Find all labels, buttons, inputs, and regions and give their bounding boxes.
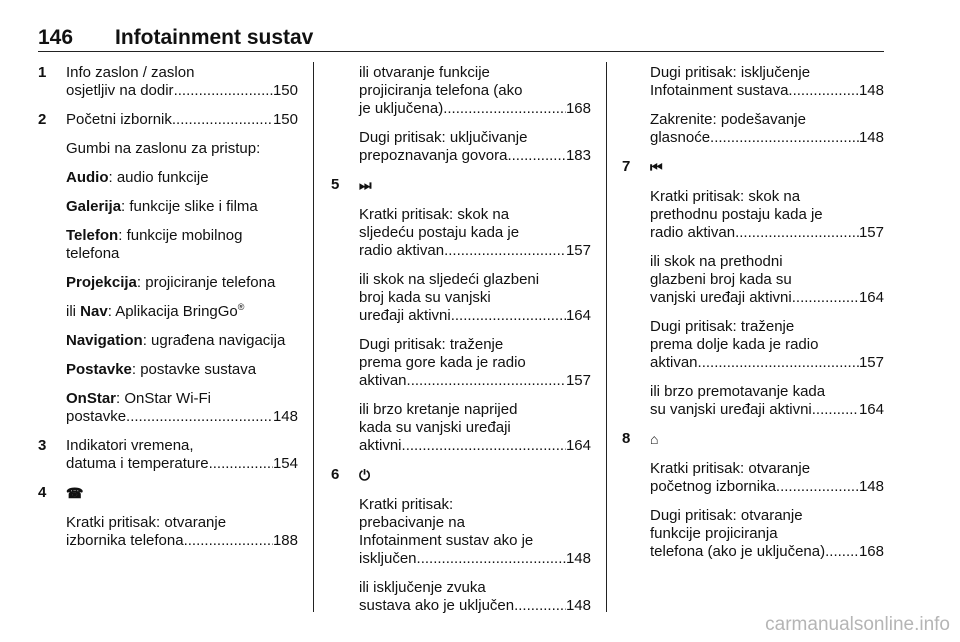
page-ref: 148 [565, 550, 591, 567]
list-item [331, 176, 591, 195]
column-1 [38, 64, 298, 561]
list-item: ili otvaranje funkcije projiciranja telefona (ako je uključena) ..... 168 [331, 64, 591, 118]
list-item: Dugi pritisak: isključenje Infotainment sustava ..... 148 [622, 64, 884, 100]
text-line: Navigation: ugrađena navigacija [66, 332, 286, 349]
column-divider [313, 62, 314, 612]
page-ref: 183 [565, 147, 591, 164]
list-item: Dugi pritisak: traženje prema gore kada je radio aktivan ..... 157 [331, 336, 591, 390]
skip-back-icon: ⏮ [650, 159, 663, 175]
page-ref: 164 [565, 437, 591, 454]
page-ref: 150 [272, 111, 298, 128]
text-line: Projekcija: projiciranje telefona [66, 274, 276, 291]
list-item: 3 Indikatori vremena, datuma i temperature ..... 154 [38, 437, 298, 473]
text-line: Audio: audio funkcije [66, 169, 209, 186]
item-number: 2 [38, 111, 47, 128]
text-line: Telefon: funkcije mobilnog telefona [66, 227, 243, 262]
page-header [38, 26, 884, 52]
page-ref: 157 [858, 354, 884, 371]
page-ref: 164 [858, 401, 884, 418]
item-number: 5 [331, 176, 340, 193]
item-number: 3 [38, 437, 47, 454]
page-title: Infotainment sustav [115, 26, 314, 49]
toc-line: Početni izbornik ..... 150 [66, 111, 298, 129]
item-number: 6 [331, 466, 340, 483]
home-icon: ⌂ [650, 431, 659, 447]
power-icon: ⏻ [359, 467, 371, 483]
list-item: 1 Info zaslon / zaslon osjetljiv na dodir ..... 150 [38, 64, 298, 100]
list-item: Kratki pritisak: prebacivanje na Infotainment sustav ako je isključen ..... 148 [331, 496, 591, 568]
text-line: Galerija: funkcije slike i filma [66, 198, 258, 215]
page-ref: 164 [858, 289, 884, 306]
page-ref: 157 [858, 224, 884, 241]
list-item: Dugi pritisak: uključivanje prepoznavanja govora ..... 183 [331, 129, 591, 165]
page-ref: 148 [858, 82, 884, 99]
list-item: ili skok na sljedeći glazbeni broj kada su vanjski uređaji aktivni ..... 164 [331, 271, 591, 325]
watermark: carmanualsonline.info [765, 614, 950, 635]
list-item: ili skok na prethodni glazbeni broj kada su vanjski uređaji aktivni ..... 164 [622, 253, 884, 307]
column-divider [606, 62, 607, 612]
text-line: OnStar: OnStar Wi-Fi postavke ..... 148 [66, 390, 298, 426]
phone-icon: ☎ [66, 485, 84, 501]
page-ref: 148 [565, 597, 591, 614]
column-2 [331, 64, 591, 626]
list-item: Zakrenite: podešavanje glasnoće ..... 148 [622, 111, 884, 147]
list-item: ili brzo kretanje naprijed kada su vanjski uređaji aktivni ..... 164 [331, 401, 591, 455]
list-item [38, 111, 298, 129]
list-item [622, 158, 884, 177]
page-ref: 157 [565, 372, 591, 389]
list-item: ili isključenje zvuka sustava ako je uključen ..... 148 [331, 579, 591, 615]
page-ref: 148 [858, 478, 884, 495]
page-ref: 168 [565, 100, 591, 117]
toc-line: osjetljiv na dodir ..... 150 [66, 82, 298, 100]
text-line: Gumbi na zaslonu za pristup: [66, 140, 261, 157]
list-item: Kratki pritisak: otvaranje početnog izbornika ..... 148 [622, 460, 884, 496]
list-item [331, 466, 591, 485]
page-ref: 164 [565, 307, 591, 324]
page-ref: 148 [272, 408, 298, 425]
page-number: 146 [38, 26, 74, 49]
page-ref: 150 [272, 82, 298, 99]
text-line: Postavke: postavke sustava [66, 361, 257, 378]
skip-forward-icon: ⏭ [359, 177, 372, 193]
page-ref: 188 [272, 532, 298, 549]
list-item: Kratki pritisak: skok na sljedeću postaju kada je radio aktivan ..... 157 [331, 206, 591, 260]
list-item: Kratki pritisak: otvaranje izbornika telefona ..... 188 [38, 514, 298, 550]
list-item [38, 484, 298, 503]
list-item: ili brzo premotavanje kada su vanjski uređaji aktivni ..... 164 [622, 383, 884, 419]
page-ref: 148 [858, 129, 884, 146]
list-item: Dugi pritisak: traženje prema dolje kada je radio aktivan ..... 157 [622, 318, 884, 372]
item-number: 1 [38, 64, 47, 81]
list-item [622, 430, 884, 449]
page-ref: 168 [858, 543, 884, 560]
page-ref: 157 [565, 242, 591, 259]
column-3 [622, 64, 884, 572]
item-number: 7 [622, 158, 631, 175]
text-line: ili Nav: Aplikacija BringGo® [66, 302, 245, 320]
list-item: Kratki pritisak: skok na prethodnu postaju kada je radio aktivan ..... 157 [622, 188, 884, 242]
header-rule [38, 51, 884, 52]
item-number: 4 [38, 484, 47, 501]
item-number: 8 [622, 430, 631, 447]
list-item: Dugi pritisak: otvaranje funkcije projiciranja telefona (ako je uključena) ..... 168 [622, 507, 884, 561]
page-ref: 154 [272, 455, 298, 472]
